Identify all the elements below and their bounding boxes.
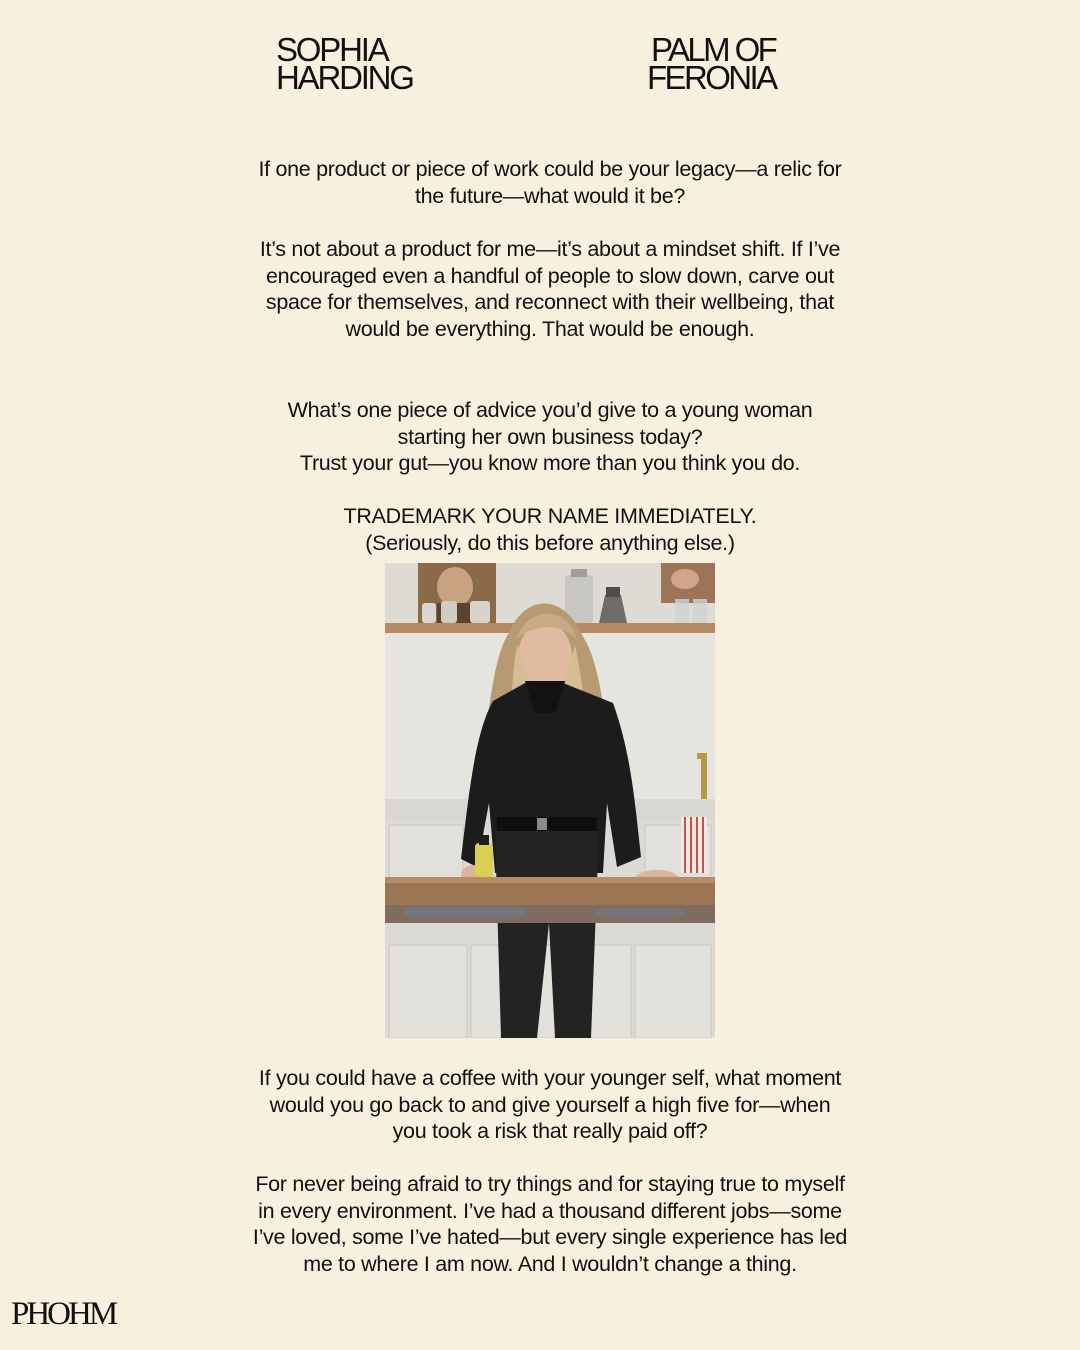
text-line: I’ve loved, some I’ve hated—but every single experience has led xyxy=(252,1225,848,1249)
interviewee-name-line1: SOPHIA xyxy=(276,31,388,68)
advice-emphasis xyxy=(240,503,860,556)
publication-logo: PHOHM xyxy=(11,1296,116,1332)
text-line: What’s one piece of advice you’d give to a young woman xyxy=(287,398,813,422)
advice-answer: Trust your gut—you know more than you think you do. xyxy=(299,451,801,475)
advice-question xyxy=(240,397,860,477)
brand-name-line2: FERONIA xyxy=(647,59,776,96)
brand-name-line1: PALM OF xyxy=(651,31,776,68)
text-line: space for themselves, and reconnect with their wellbeing, that xyxy=(265,290,835,314)
text-line: me to where I am now. And I wouldn’t change a thing. xyxy=(303,1251,797,1276)
text-line: would be everything. That would be enough. xyxy=(345,316,755,341)
text-line: you took a risk that really paid off? xyxy=(392,1119,708,1143)
text-line: It’s not about a product for me—it’s about a mindset shift. If I’ve xyxy=(259,237,841,261)
interviewee-name xyxy=(276,31,413,96)
younger-self-answer xyxy=(240,1171,860,1277)
text-line: (Seriously, do this before anything else.) xyxy=(365,530,735,555)
younger-self-question xyxy=(240,1065,860,1145)
legacy-question xyxy=(240,156,860,209)
text-line: TRADEMARK YOUR NAME IMMEDIATELY. xyxy=(343,504,757,528)
legacy-answer xyxy=(240,236,860,342)
text-line: starting her own business today? xyxy=(397,424,703,449)
text-line: the future—what would it be? xyxy=(414,183,686,208)
text-line: If you could have a coffee with your younger self, what moment xyxy=(258,1066,842,1090)
text-line: would you go back to and give yourself a high five for—when xyxy=(269,1092,831,1117)
text-line: If one product or piece of work could be your legacy—a relic for xyxy=(258,157,842,181)
text-line: For never being afraid to try things and for staying true to myself xyxy=(255,1172,845,1196)
text-line: in every environment. I’ve had a thousand different jobs—some xyxy=(258,1198,842,1223)
interviewee-name-line2: HARDING xyxy=(276,59,413,96)
brand-name xyxy=(647,31,776,96)
text-line: encouraged even a handful of people to slow down, carve out xyxy=(266,263,834,288)
portrait-photo xyxy=(385,563,715,1038)
